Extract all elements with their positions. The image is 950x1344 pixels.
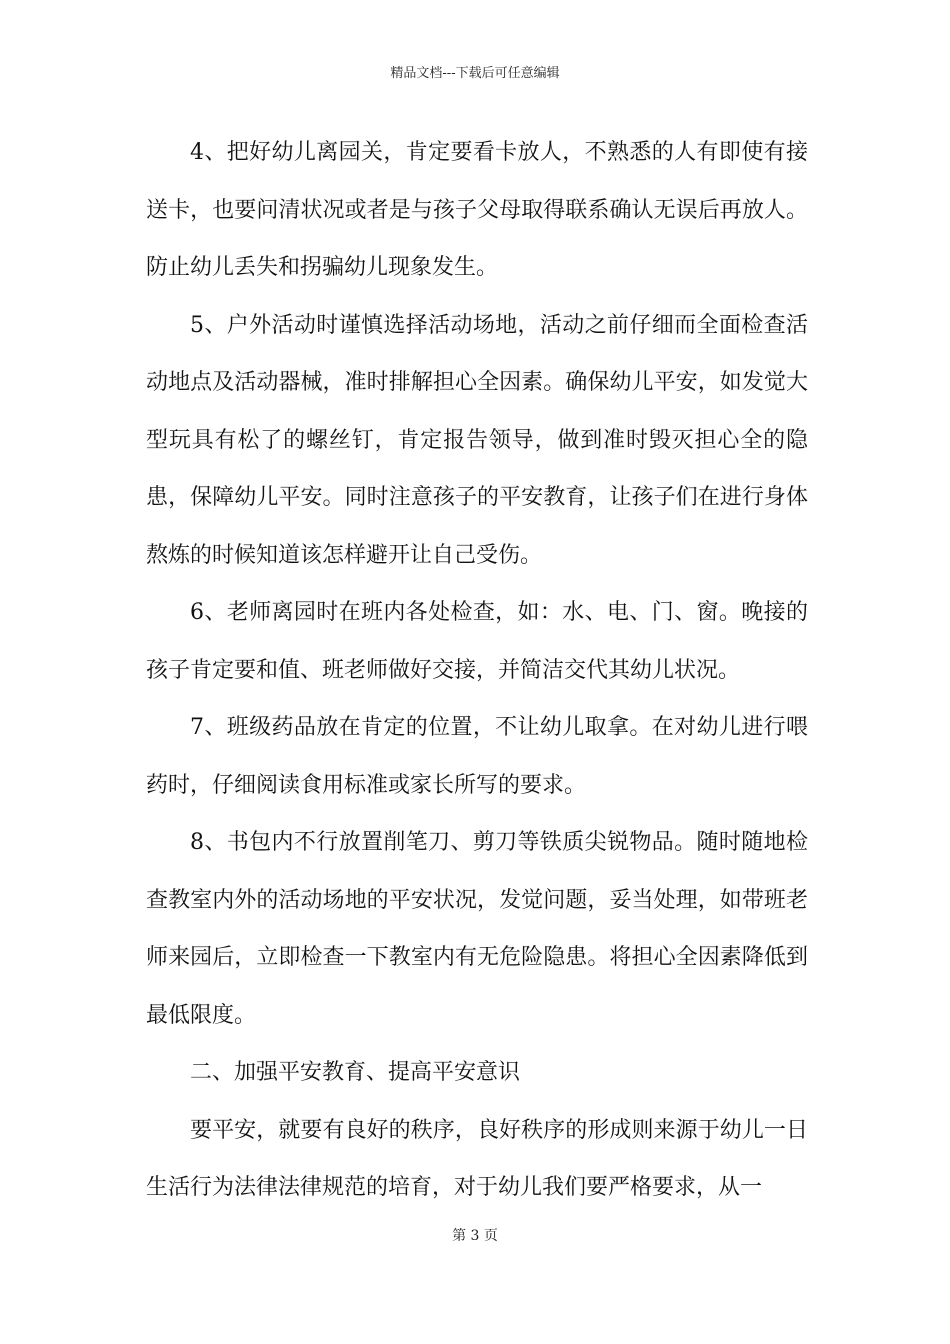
paragraph-item-4: 4、把好幼儿离园关，肯定要看卡放人，不熟悉的人有即使有接送卡，也要问清状况或者是与孩子父母取得联系确认无误后再放人。防止幼儿丢失和拐骗幼儿现象发生。 bbox=[146, 140, 808, 280]
document-body bbox=[146, 124, 808, 1217]
paragraph-item-6: 6、老师离园时在班内各处检查，如：水、电、门、窗。晚接的孩子肯定要和值、班老师做好交接，并简洁交代其幼儿状况。 bbox=[146, 600, 808, 683]
paragraph-item-8: 8、书包内不行放置削笔刀、剪刀等铁质尖锐物品。随时随地检查教室内外的活动场地的平安状况，发觉问题，妥当处理，如带班老师来园后，立即检查一下教室内有无危险隐患。将担心全因素降低到最低限度。 bbox=[146, 830, 808, 1028]
paragraph-item-5: 5、户外活动时谨慎选择活动场地，活动之前仔细而全面检查活动地点及活动器械，准时排解担心全因素。确保幼儿平安，如发觉大型玩具有松了的螺丝钉，肯定报告领导，做到准时毁灭担心全的隐患，保障幼儿平安。同时注意孩子的平安教育，让孩子们在进行身体熬炼的时候知道该怎样避开让自己受伤。 bbox=[146, 312, 808, 568]
paragraph-item-7: 7、班级药品放在肯定的位置，不让幼儿取拿。在对幼儿进行喂药时，仔细阅读食用标准或家长所写的要求。 bbox=[146, 715, 808, 798]
section-heading: 二、加强平安教育、提高平安意识 bbox=[190, 1060, 521, 1085]
page-number: 第 3 页 bbox=[452, 1228, 498, 1244]
page-header: 精品文档---下载后可任意编辑 bbox=[390, 66, 560, 81]
paragraph-intro: 要平安，就要有良好的秩序，良好秩序的形成则来源于幼儿一日生活行为法律法律规范的培育，对于幼儿我们要严格要求，从一 bbox=[146, 1117, 808, 1200]
